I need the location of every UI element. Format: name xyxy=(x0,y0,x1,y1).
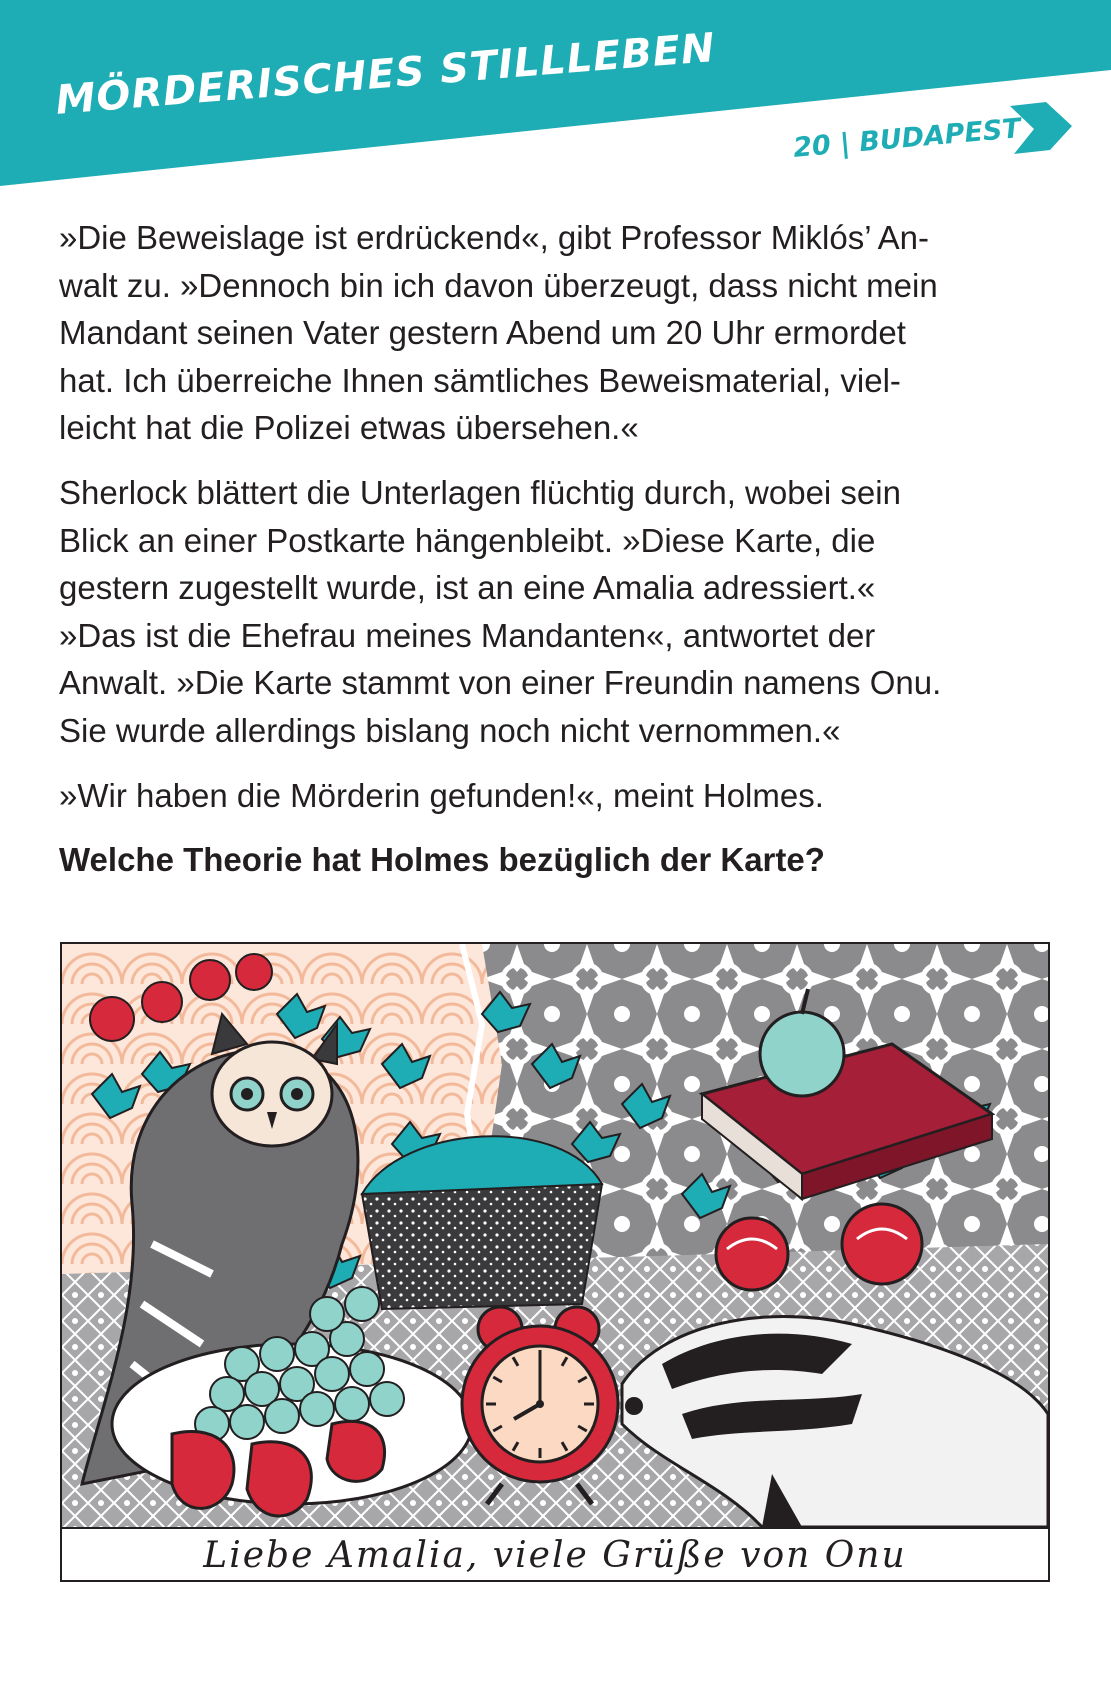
text-line: Mandant seinen Vater gestern Abend um 20 Uhr ermordet xyxy=(59,314,906,352)
paragraph-1 xyxy=(59,214,1059,452)
text-line: »Das ist die Ehefrau meines Mandanten«, antwortet der xyxy=(59,616,876,654)
postcard xyxy=(60,942,1050,1582)
text-line: walt zu. »Dennoch bin ich davon überzeugt, dass nicht mein xyxy=(59,266,938,304)
text-line: leicht hat die Polizei etwas übersehen.« xyxy=(59,409,639,447)
chevron-right-icon xyxy=(1010,102,1072,154)
text-line: Sie wurde allerdings bislang noch nicht vernommen.« xyxy=(59,711,841,749)
text-line: hat. Ich überreiche Ihnen sämtliches Beweismaterial, viel- xyxy=(59,361,901,399)
postcard-caption-strip xyxy=(62,1527,1048,1582)
postcard-caption: Liebe Amalia, viele Grüße von Onu xyxy=(203,1535,907,1576)
riddle-question xyxy=(59,836,1059,884)
text-line: Sherlock blättert die Unterlagen flüchtig durch, wobei sein xyxy=(59,473,901,511)
text-line: Anwalt. »Die Karte stammt von einer Freundin namens Onu. xyxy=(59,664,942,702)
chapter-title: MÖRDERISCHES STILLLEBEN xyxy=(54,24,718,124)
still-life-illustration xyxy=(62,944,1048,1527)
text-line: gestern zugestellt wurde, ist an eine Amalia adressiert.« xyxy=(59,569,876,607)
paragraph-3 xyxy=(59,772,1059,820)
paragraph-2 xyxy=(59,469,1059,755)
text-line: Blick an einer Postkarte hängenbleibt. »Diese Karte, die xyxy=(59,521,876,559)
text-line: »Wir haben die Mörderin gefunden!«, meint Holmes. xyxy=(59,776,824,814)
plant-pot xyxy=(362,1136,602,1309)
chapter-number: 20 | BUDAPEST xyxy=(792,113,1022,164)
story-text xyxy=(59,214,1059,901)
question-text: Welche Theorie hat Holmes bezüglich der Karte? xyxy=(59,841,825,879)
text-line: »Die Beweislage ist erdrückend«, gibt Professor Miklós’ An- xyxy=(59,219,930,256)
